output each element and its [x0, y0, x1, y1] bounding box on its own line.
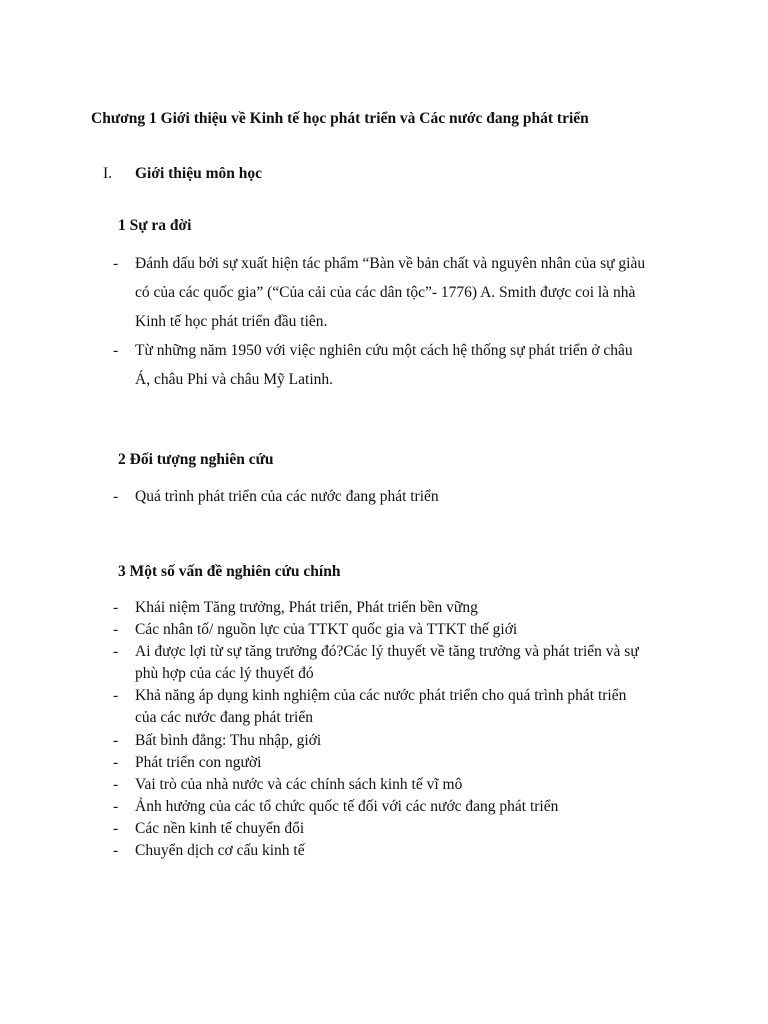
bullet-dash: -	[113, 732, 119, 749]
bullet-text-line: Từ những năm 1950 với việc nghiên cứu một cách hệ thống sự phát triển ở châu	[135, 342, 633, 359]
bullet-text-line: Bất bình đẳng: Thu nhập, giới	[135, 732, 322, 749]
bullet-text-line: Khả năng áp dụng kinh nghiệm của các nước phát triển cho quá trình phát triển	[135, 687, 627, 704]
bullet-text-line: Vai trò của nhà nước và các chính sách kinh tế vĩ mô	[135, 776, 463, 793]
bullet-dash: -	[113, 643, 119, 660]
subsection-heading-3: 3 Một số vấn đề nghiên cứu chính	[118, 563, 341, 580]
bullet-text-line: Khái niệm Tăng trưởng, Phát triển, Phát triển bền vững	[135, 599, 478, 616]
bullet-text-line: Chuyển dịch cơ cấu kinh tế	[135, 842, 305, 859]
bullet-dash: -	[113, 842, 119, 859]
bullet-text-line: Kinh tế học phát triển đầu tiên.	[135, 313, 328, 330]
bullet-dash: -	[113, 687, 119, 704]
bullet-text-line: Các nhân tố/ nguồn lực của TTKT quốc gia và TTKT thế giới	[135, 621, 518, 638]
subsection-heading-1: 1 Sự ra đời	[118, 217, 192, 234]
bullet-dash: -	[113, 754, 119, 771]
bullet-text-line: phù hợp của các lý thuyết đó	[135, 665, 314, 682]
bullet-text-line: Ai được lợi từ sự tăng trưởng đó?Các lý thuyết về tăng trưởng và phát triển và sự	[135, 643, 639, 660]
bullet-dash: -	[113, 342, 119, 359]
bullet-text-line: Quá trình phát triển của các nước đang phát triển	[135, 488, 439, 505]
bullet-dash: -	[113, 255, 119, 272]
bullet-dash: -	[113, 621, 119, 638]
bullet-text-line: của các nước đang phát triển	[135, 709, 313, 726]
bullet-text-line: có của các quốc gia” (“Của cải của các dân tộc”- 1776) A. Smith được coi là nhà	[135, 284, 636, 301]
section-title: Giới thiệu môn học	[135, 165, 262, 182]
chapter-title: Chương 1 Giới thiệu về Kinh tế học phát triển và Các nước đang phát triển	[91, 110, 589, 127]
subsection-heading-2: 2 Đối tượng nghiên cứu	[118, 451, 274, 468]
bullet-text-line: Á, châu Phi và châu Mỹ Latinh.	[135, 371, 334, 388]
bullet-dash: -	[113, 798, 119, 815]
bullet-text-line: Ảnh hưởng của các tổ chức quốc tế đối với các nước đang phát triển	[135, 798, 559, 815]
bullet-dash: -	[113, 820, 119, 837]
section-numeral: I.	[103, 165, 113, 182]
bullet-text-line: Phát triển con người	[135, 754, 262, 771]
bullet-dash: -	[113, 599, 119, 616]
bullet-dash: -	[113, 776, 119, 793]
bullet-dash: -	[113, 488, 119, 505]
bullet-text-line: Các nền kinh tế chuyển đổi	[135, 820, 305, 837]
bullet-text-line: Đánh dấu bởi sự xuất hiện tác phẩm “Bàn về bản chất và nguyên nhân của sự giàu	[135, 255, 646, 272]
